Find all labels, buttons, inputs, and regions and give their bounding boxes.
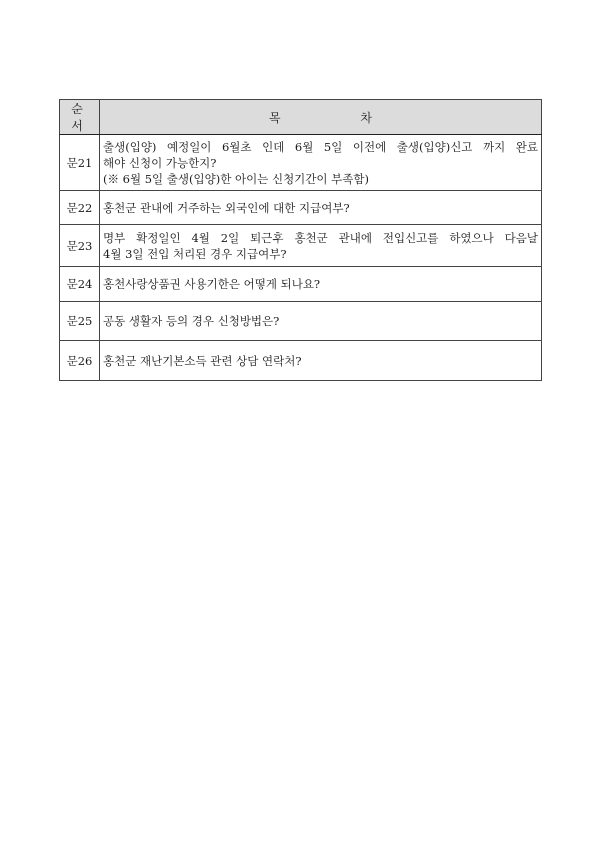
toc-table (59, 99, 542, 381)
row-title (100, 267, 542, 302)
row-title-line: 홍천사랑상품권 사용기한은 어떻게 되나요? (103, 277, 321, 291)
row-title-line: 4월 3일 전입 처리된 경우 지급여부? (103, 246, 287, 261)
row-title-line: 공동 생활자 등의 경우 신청방법은? (103, 314, 280, 328)
row-title (100, 225, 542, 267)
toc-row (60, 191, 542, 225)
toc-row (60, 341, 542, 381)
row-number: 문23 (60, 225, 100, 267)
row-number: 문26 (60, 341, 100, 381)
row-title-line: (※ 6월 5일 출생(입양)한 아이는 신청기간이 부족함) (103, 171, 369, 186)
row-title-line: 명부 확정일인 4월 2일 퇴근후 홍천군 관내에 전입신고를 하였으나 다음날 (103, 230, 538, 245)
toc-row (60, 302, 542, 341)
row-number: 문21 (60, 135, 100, 191)
header-number: 순 서 (60, 100, 100, 135)
toc-row (60, 225, 542, 267)
row-number: 문25 (60, 302, 100, 341)
toc-row (60, 267, 542, 302)
row-title (100, 135, 542, 191)
row-title-line: 홍천군 재난기본소득 관련 상담 연락처? (103, 353, 302, 368)
row-title-line: 홍천군 관내에 거주하는 외국인에 대한 지급여부? (103, 200, 350, 215)
row-title (100, 341, 542, 381)
row-number: 문22 (60, 191, 100, 225)
row-number: 문24 (60, 267, 100, 302)
toc-header-row (60, 100, 542, 135)
toc-row (60, 135, 542, 191)
row-title (100, 302, 542, 341)
row-title-line: 해야 신청이 가능한지? (103, 155, 217, 170)
row-title (100, 191, 542, 225)
header-title: 목 차 (100, 100, 542, 135)
row-title-line: 출생(입양) 예정일이 6월초 인데 6월 5일 이전에 출생(입양)신고 까지 완료 (103, 139, 538, 154)
